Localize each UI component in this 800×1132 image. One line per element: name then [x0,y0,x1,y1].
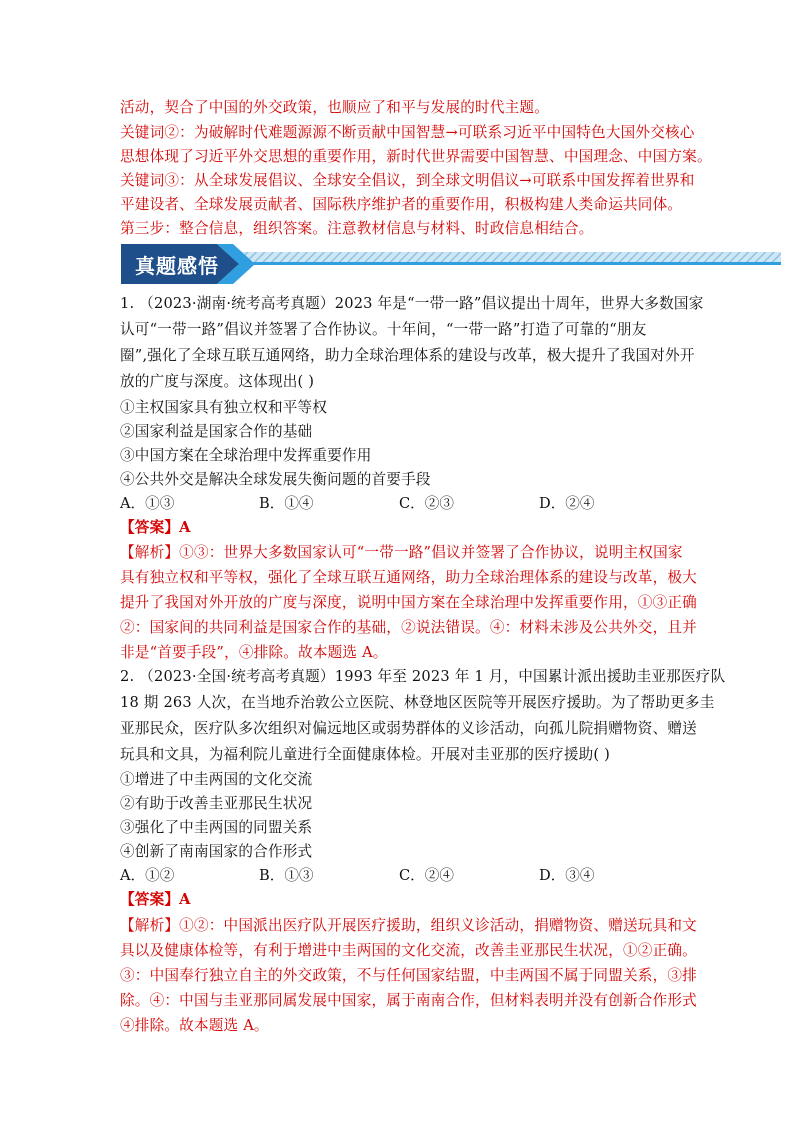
q1-analysis-line-1: 【解析】①③：世界大多数国家认可“一带一路”倡议并签署了合作协议，说明主权国家 [120,544,683,561]
q1-stem-line-3: 圈”,强化了全球互联互通网络，助力全球治理体系的建设与改革，极大提升了我国对外开 [120,347,695,364]
q2-analysis-line-4: 除。④：中国与圭亚那同属发展中国家，属于南南合作，但材料表明并没有创新合作形式 [120,992,697,1009]
q2-analysis-line-5: ④排除。故本题选 A。 [120,1017,269,1034]
q1-item-1: ①主权国家具有独立权和平等权 [120,399,328,416]
q1-option-c: C．②③ [399,495,454,512]
q1-option-b: B．①④ [259,495,314,512]
q2-stem-line-1: 2. （2023·全国·统考高考真题）1993 年至 2023 年 1 月，中国累计派出援助圭亚那医疗队 [120,668,726,685]
q2-stem-line-2: 18 期 263 人次，在当地乔治敦公立医院、林登地区医院等开展医疗援助。为了帮助更多圭 [120,694,715,711]
q2-option-b: B．①③ [259,867,314,884]
q1-item-3: ③中国方案在全球治理中发挥重要作用 [120,447,372,464]
q1-stem-line-4: 放的广度与深度。这体现出( ) [120,373,315,390]
intro-line-6: 第三步：整合信息，组织答案。注意教材信息与材料、时政信息相结合。 [120,220,594,237]
q1-stem-line-2: 认可“一带一路”倡议并签署了合作协议。十年间，“一带一路”打造了可靠的“朋友 [120,321,647,338]
section-banner [121,242,781,286]
q1-analysis-line-4: ②：国家间的共同利益是国家合作的基础，②说法错误。④：材料未涉及公共外交，且并 [120,619,697,636]
q1-item-2: ②国家利益是国家合作的基础 [120,423,313,440]
banner-title: 真题感悟 [135,254,219,278]
intro-line-5: 平建设者、全球发展贡献者、国际秩序维护者的重要作用，积极构建人类命运共同体。 [120,196,683,213]
q2-item-3: ③强化了中圭两国的同盟关系 [120,819,313,836]
intro-line-2: 关键词②：为破解时代难题源源不断贡献中国智慧→可联系习近平中国特色大国外交核心 [120,124,695,141]
q2-item-2: ②有助于改善圭亚那民生状况 [120,795,313,812]
q1-item-4: ④公共外交是解决全球发展失衡问题的首要手段 [120,471,431,488]
q2-option-d: D．③④ [539,867,595,884]
intro-line-4: 关键词③：从全球发展倡议、全球安全倡议，到全球文明倡议→可联系中国发挥着世界和 [120,172,695,189]
q2-option-c: C．②④ [399,867,454,884]
q1-analysis-line-3: 提升了我国对外开放的广度与深度，说明中国方案在全球治理中发挥重要作用，①③正确 [120,594,697,611]
q2-analysis-line-3: ③：中国奉行独立自主的外交政策，不与任何国家结盟，中圭两国不属于同盟关系，③排 [120,967,697,984]
intro-line-1: 活动，契合了中国的外交政策，也顺应了和平与发展的时代主题。 [120,99,550,116]
q1-analysis-line-5: 非是“首要手段”，④排除。故本题选 A。 [120,644,388,661]
q2-analysis-line-2: 具以及健康体检等，有利于增进中圭两国的文化交流，改善圭亚那民生状况，①②正确。 [120,942,697,959]
q2-item-4: ④创新了南南国家的合作形式 [120,843,313,860]
q1-stem-line-1: 1. （2023·湖南·统考高考真题）2023 年是“一带一路”倡议提出十周年，世界大多数国家 [120,295,704,312]
q1-option-a: A．①③ [120,495,175,512]
q2-stem-line-4: 玩具和文具，为福利院儿童进行全面健康体检。开展对圭亚那的医疗援助( ) [120,746,611,763]
q1-analysis-line-2: 具有独立权和平等权，强化了全球互联互通网络，助力全球治理体系的建设与改革，极大 [120,569,697,586]
q1-option-d: D．②④ [539,495,595,512]
q2-option-a: A．①② [120,867,175,884]
banner-shape-graphic [121,242,781,286]
q2-answer: 【答案】A [120,891,191,908]
q2-item-1: ①增进了中圭两国的文化交流 [120,771,313,788]
q1-answer: 【答案】A [120,519,191,536]
intro-line-3: 思想体现了习近平外交思想的重要作用，新时代世界需要中国智慧、中国理念、中国方案。 [120,148,712,165]
q2-analysis-line-1: 【解析】①②：中国派出医疗队开展医疗援助，组织义诊活动，捐赠物资、赠送玩具和文 [120,917,697,934]
q2-stem-line-3: 亚那民众，医疗队多次组织对偏远地区或弱势群体的义诊活动，向孤儿院捐赠物资、赠送 [120,720,697,737]
